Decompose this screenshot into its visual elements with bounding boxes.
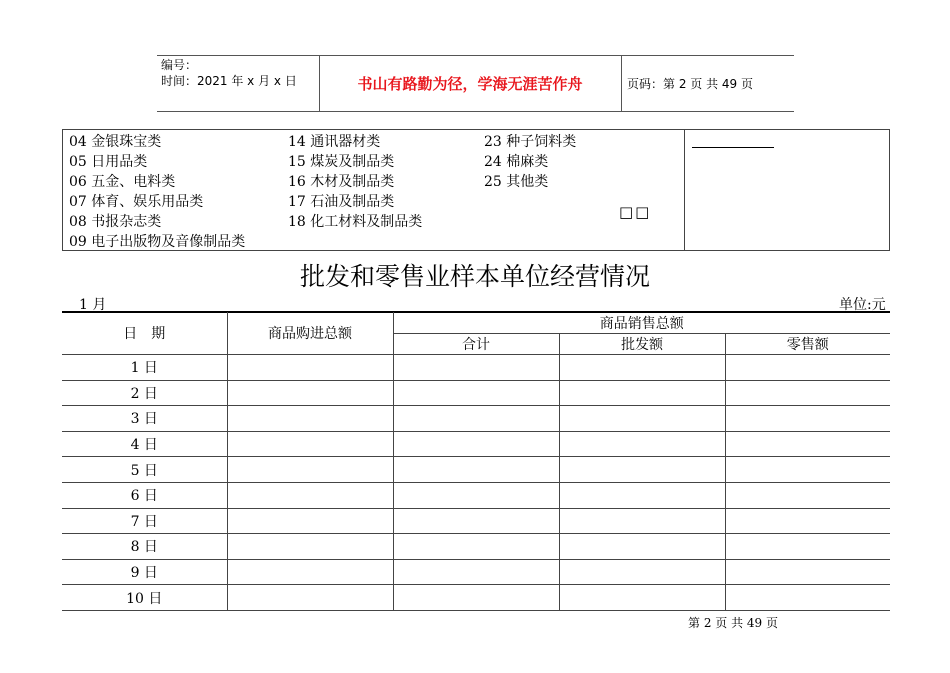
sum-cell[interactable] — [393, 431, 559, 457]
month-label: 1 月 — [79, 297, 107, 313]
header-retail: 零售额 — [725, 334, 890, 355]
page-title: 批发和零售业样本单位经营情况 — [299, 262, 650, 291]
header-sum: 合计 — [393, 334, 559, 355]
sum-cell[interactable] — [393, 559, 559, 585]
row-date: 9 日 — [62, 559, 227, 585]
purchase-cell[interactable] — [227, 380, 393, 406]
wholesale-cell[interactable] — [559, 559, 725, 585]
table-row — [62, 380, 890, 406]
header-date: 日 期 — [62, 312, 227, 355]
category-item: 06 五金、电料类 — [69, 174, 176, 190]
header-page-number: 页码：第 2 页 共 49 页 — [627, 77, 753, 91]
category-item: 05 日用品类 — [69, 154, 148, 170]
table-row — [62, 457, 890, 483]
category-item: 09 电子出版物及音像制品类 — [69, 234, 246, 250]
wholesale-cell[interactable] — [559, 431, 725, 457]
row-date: 4 日 — [62, 431, 227, 457]
table-row — [62, 508, 890, 534]
wholesale-cell[interactable] — [559, 457, 725, 483]
table-row — [62, 355, 890, 381]
category-item: 14 通讯器材类 — [288, 134, 381, 150]
document-header — [157, 55, 794, 112]
retail-cell[interactable] — [725, 559, 890, 585]
row-date: 3 日 — [62, 406, 227, 432]
purchase-cell[interactable] — [227, 585, 393, 611]
wholesale-cell[interactable] — [559, 482, 725, 508]
wholesale-cell[interactable] — [559, 406, 725, 432]
header-divider — [621, 56, 622, 111]
header-purchase-total: 商品购进总额 — [227, 312, 393, 355]
retail-cell[interactable] — [725, 482, 890, 508]
category-column-2 — [288, 132, 422, 232]
retail-cell[interactable] — [725, 457, 890, 483]
purchase-cell[interactable] — [227, 431, 393, 457]
category-item: 04 金银珠宝类 — [69, 134, 162, 150]
sum-cell[interactable] — [393, 508, 559, 534]
unit-label: 单位:元 — [839, 297, 886, 313]
retail-cell[interactable] — [725, 508, 890, 534]
sum-cell[interactable] — [393, 482, 559, 508]
sum-cell[interactable] — [393, 534, 559, 560]
wholesale-cell[interactable] — [559, 380, 725, 406]
header-motto: 书山有路勤为径，学海无涯苦作舟 — [357, 75, 583, 93]
table-row — [62, 431, 890, 457]
category-column-1 — [69, 132, 245, 252]
sum-cell[interactable] — [393, 457, 559, 483]
category-item: 16 木材及制品类 — [288, 174, 395, 190]
retail-cell[interactable] — [725, 431, 890, 457]
purchase-cell[interactable] — [227, 559, 393, 585]
purchase-cell[interactable] — [227, 508, 393, 534]
row-date: 1 日 — [62, 355, 227, 381]
retail-cell[interactable] — [725, 380, 890, 406]
category-item: 25 其他类 — [484, 174, 549, 190]
wholesale-cell[interactable] — [559, 355, 725, 381]
sum-cell[interactable] — [393, 355, 559, 381]
table-row — [62, 559, 890, 585]
sum-cell[interactable] — [393, 406, 559, 432]
header-meta — [161, 57, 297, 89]
purchase-cell[interactable] — [227, 406, 393, 432]
category-box-divider — [684, 130, 685, 250]
table-row — [62, 406, 890, 432]
time-label: 时间：2021 年 x 月 x 日 — [161, 74, 297, 88]
category-item: 17 石油及制品类 — [288, 194, 395, 210]
number-label: 编号： — [161, 58, 198, 72]
page-footer: 第 2 页 共 49 页 — [688, 616, 778, 630]
row-date: 6 日 — [62, 482, 227, 508]
category-item: 08 书报杂志类 — [69, 214, 162, 230]
category-item: 24 棉麻类 — [484, 154, 549, 170]
sum-cell[interactable] — [393, 585, 559, 611]
retail-cell[interactable] — [725, 355, 890, 381]
row-date: 5 日 — [62, 457, 227, 483]
sum-cell[interactable] — [393, 380, 559, 406]
purchase-cell[interactable] — [227, 355, 393, 381]
row-date: 2 日 — [62, 380, 227, 406]
table-row — [62, 534, 890, 560]
fill-in-line — [692, 147, 774, 148]
row-date: 8 日 — [62, 534, 227, 560]
category-item: 07 体育、娱乐用品类 — [69, 194, 204, 210]
sales-table — [62, 312, 890, 611]
purchase-cell[interactable] — [227, 457, 393, 483]
category-column-3 — [484, 132, 576, 192]
category-item: 15 煤炭及制品类 — [288, 154, 395, 170]
table-row — [62, 482, 890, 508]
purchase-cell[interactable] — [227, 534, 393, 560]
wholesale-cell[interactable] — [559, 508, 725, 534]
retail-cell[interactable] — [725, 585, 890, 611]
table-row — [62, 585, 890, 611]
row-date: 10 日 — [62, 585, 227, 611]
header-sales-total: 商品销售总额 — [393, 312, 890, 334]
row-date: 7 日 — [62, 508, 227, 534]
header-wholesale: 批发额 — [559, 334, 725, 355]
wholesale-cell[interactable] — [559, 585, 725, 611]
purchase-cell[interactable] — [227, 482, 393, 508]
category-box — [62, 129, 890, 251]
category-item: 23 种子饲料类 — [484, 134, 577, 150]
checkbox-pair[interactable]: □□ — [619, 203, 652, 221]
category-item: 18 化工材料及制品类 — [288, 214, 423, 230]
wholesale-cell[interactable] — [559, 534, 725, 560]
retail-cell[interactable] — [725, 534, 890, 560]
retail-cell[interactable] — [725, 406, 890, 432]
